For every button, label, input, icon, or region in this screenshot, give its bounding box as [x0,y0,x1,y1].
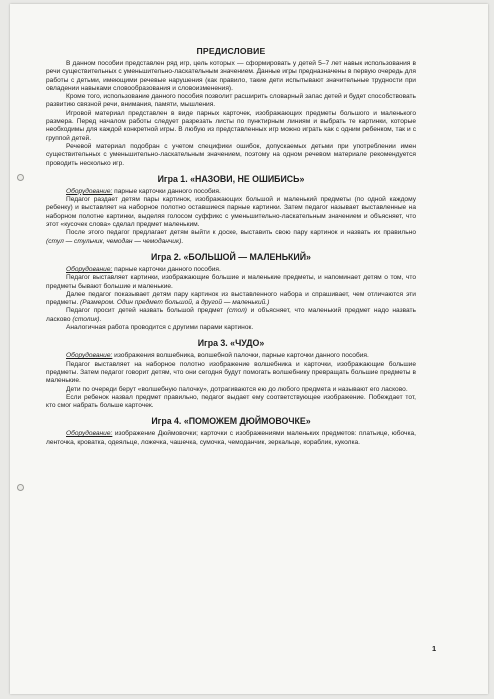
game2-paragraph: Аналогичная работа проводится с другими парами картинок. [66,324,254,332]
page-number: 1 [432,644,437,653]
game1-paragraph: Педагог раздает детям пары картинок, изображающих большой и маленький предметы (по одной каждому ребенку) и выставляет на наборное полотно оставшиеся парные картинки. Затем педагог называет выставленные на наборном полотне картинки, выделяя голосом суффикс с уменьшительно-ласкательным значением и объясняет, что этот «кусочек слова» сделал предмет маленьким. [46,196,416,229]
game1-paragraph [46,229,416,246]
equipment-text: парные карточки данного пособия. [112,265,221,273]
binding-hole [17,484,24,491]
equipment-text: изображения волшебника, волшебной палочки, парные карточки данного пособия. [112,352,369,360]
paragraph-text: Педагог просит детей назвать большой предмет [66,307,227,315]
game1-equipment [46,188,416,196]
game2-equipment [46,266,416,274]
equipment-label: Оборудование: [66,187,113,195]
preface-paragraph: В данном пособии представлен ряд игр, цель которых — сформировать у детей 5–7 лет навык использования в речи существительных с уменьшительно-ласкательным значением. Данные игры предназначены в первую очередь для работы с детьми, имеющими речевые нарушения (как правило, такие дети испытывают значительные трудности при овладении навыками словообразования и словоизменения). [46,60,416,92]
example-text: (стол) [226,307,247,315]
game3-paragraph: Дети по очереди берут «волшебную палочку», дотрагиваются ею до любого предмета и называют его ласково. [66,385,408,393]
preface-paragraph: Игровой материал представлен в виде парных карточек, изображающих предметы большого и маленького размера. Перед началом работы следует разрезать листы по пунктирным линиям и выбрать те картинки, которые необходимы для каждой конкретной игры. В любую из представленных игр можно играть как с одним ребенком, так и с группой детей. [46,109,416,142]
example-text: (столик) [72,315,100,323]
equipment-label: Оборудование: [66,352,113,360]
equipment-label: Оборудование: [66,265,113,273]
example-text: (стул — стульчик, чемодан — чемоданчик) [46,237,182,245]
game3-heading: Игра 3. «ЧУДО» [197,338,265,349]
document-body [46,46,416,447]
binding-hole [17,174,24,181]
equipment-label: Оборудование: [66,430,113,438]
game2-heading: Игра 2. «БОЛЬШОЙ — МАЛЕНЬКИЙ» [151,251,311,262]
equipment-text: парные карточки данного пособия. [112,187,221,195]
game2-paragraph [46,291,416,308]
page-title: ПРЕДИСЛОВИЕ [196,46,266,56]
preface-paragraph: Речевой материал подобран с учетом специфики ошибок, допускаемых детьми при употреблении имен существительных с уменьшительно-ласкательным значением, поэтому на одном речевом материале рекомендуется проводить несколько игр. [46,142,416,167]
example-text: (Размером. Один предмет большой, а другой — маленький.) [80,299,270,307]
game2-paragraph: Педагог выставляет картинки, изображающие большие и маленькие предметы, и напоминает детям о том, что предметы бывают большие и маленькие. [46,274,416,290]
game4-heading: Игра 4. «ПОМОЖЕМ ДЮЙМОВОЧКЕ» [151,416,311,427]
game2-paragraph [46,307,416,324]
game3-paragraph: Педагог выставляет на наборное полотно изображение волшебника и карточки, изображающие большие предметы. Затем педагог говорит детям, что они сегодня будут помогать волшебнику превращать большие предметы в маленькие. [46,360,416,385]
paragraph-text: После этого педагог предлагает детям выйти к доске, выставить свою пару картинок и назвать их правильно [66,229,416,237]
paragraph-text: . [99,315,102,323]
game1-heading: Игра 1. «НАЗОВИ, НЕ ОШИБИСЬ» [157,173,305,184]
game4-equipment [46,430,416,447]
game3-paragraph: Если ребенок назвал предмет правильно, педагог выдает ему соответствующее изображение. Побеждает тот, кто смог набрать больше карточек. [46,393,416,410]
paragraph-text: . [181,237,184,245]
preface-paragraph: Кроме того, использование данного пособия позволит расширить словарный запас детей и будет способствовать развитию связной речи, внимания, памяти, мышления. [46,93,416,109]
equipment-text: изображение Дюймовочки; карточки с изображениями маленьких предметов: платьице, юбочка, ленточка, кроватка, одеяльце, ложечка, чашечка, сумочка, чемоданчик, зеркальце, кораблик, куколка. [46,430,416,446]
paragraph-text: и объясняет, что маленький предмет надо назвать ласково [46,307,416,323]
game3-equipment [46,352,416,360]
paragraph-text: Далее педагог показывает детям пару картинок из выставленного набора и спрашивает, чем отличаются эти предметы. [46,290,416,307]
